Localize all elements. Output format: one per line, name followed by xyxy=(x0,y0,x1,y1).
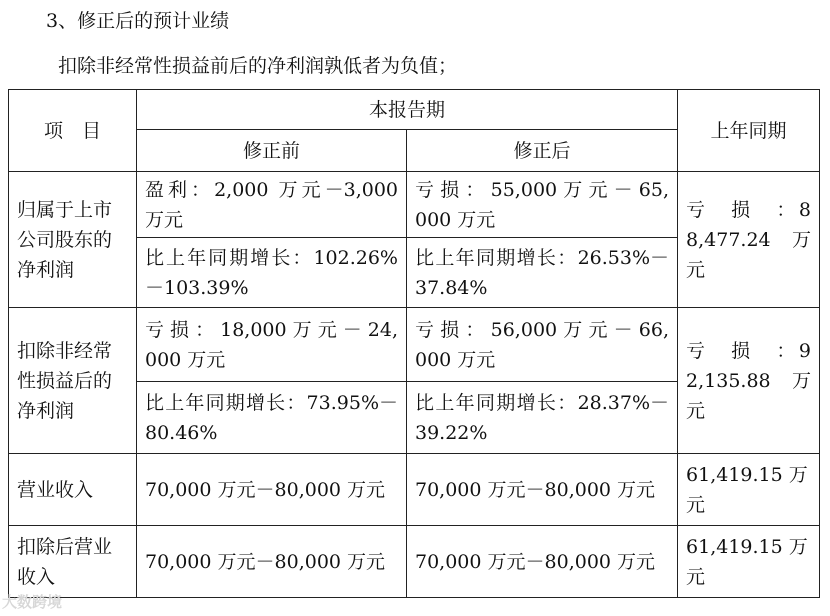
header-before: 修正前 xyxy=(137,130,407,172)
table-row xyxy=(9,526,820,598)
last-year-value: 亏 损 ：88,477.24 万元 xyxy=(678,172,820,308)
table-row xyxy=(9,308,820,382)
watermark-logo: 大数跨境 xyxy=(2,593,63,611)
before-value: 70,000 万元－80,000 万元 xyxy=(137,454,407,526)
after-growth: 比上年同期增长：26.53%－37.84% xyxy=(407,238,678,308)
last-year-value: 亏 损 ：92,135.88 万元 xyxy=(678,308,820,454)
after-growth: 比上年同期增长：28.37%－39.22% xyxy=(407,382,678,454)
header-after: 修正后 xyxy=(407,130,678,172)
note-text: 扣除非经常性损益前后的净利润孰低者为负值； xyxy=(58,55,458,77)
row-label: 扣除后营业收入 xyxy=(9,526,137,598)
last-year-value: 61,419.15 万元 xyxy=(678,454,820,526)
header-last-year: 上年同期 xyxy=(678,90,820,172)
after-value: 70,000 万元－80,000 万元 xyxy=(407,526,678,598)
forecast-table xyxy=(8,89,820,598)
header-item: 项 目 xyxy=(9,90,137,172)
row-label: 归属于上市公司股东的净利润 xyxy=(9,172,137,308)
after-value: 亏 损 ： 56,000 万 元 － 66,000 万元 xyxy=(407,308,678,382)
header-current-period: 本报告期 xyxy=(137,90,678,130)
row-label: 扣除非经常性损益后的净利润 xyxy=(9,308,137,454)
before-growth: 比上年同期增长：102.26% －103.39% xyxy=(137,238,407,308)
after-value: 亏 损 ： 55,000 万 元 － 65,000 万元 xyxy=(407,172,678,238)
before-value: 亏 损 ： 18,000 万 元 － 24,000 万元 xyxy=(137,308,407,382)
section-heading: 3、修正后的预计业绩 xyxy=(46,10,230,32)
after-value: 70,000 万元－80,000 万元 xyxy=(407,454,678,526)
row-label: 营业收入 xyxy=(9,454,137,526)
table-row xyxy=(9,172,820,238)
before-value: 盈利：2,000 万元－3,000 万元 xyxy=(137,172,407,238)
before-growth: 比上年同期增长：73.95%－80.46% xyxy=(137,382,407,454)
header-row xyxy=(9,90,820,130)
last-year-value: 61,419.15 万元 xyxy=(678,526,820,598)
table-row xyxy=(9,454,820,526)
before-value: 70,000 万元－80,000 万元 xyxy=(137,526,407,598)
